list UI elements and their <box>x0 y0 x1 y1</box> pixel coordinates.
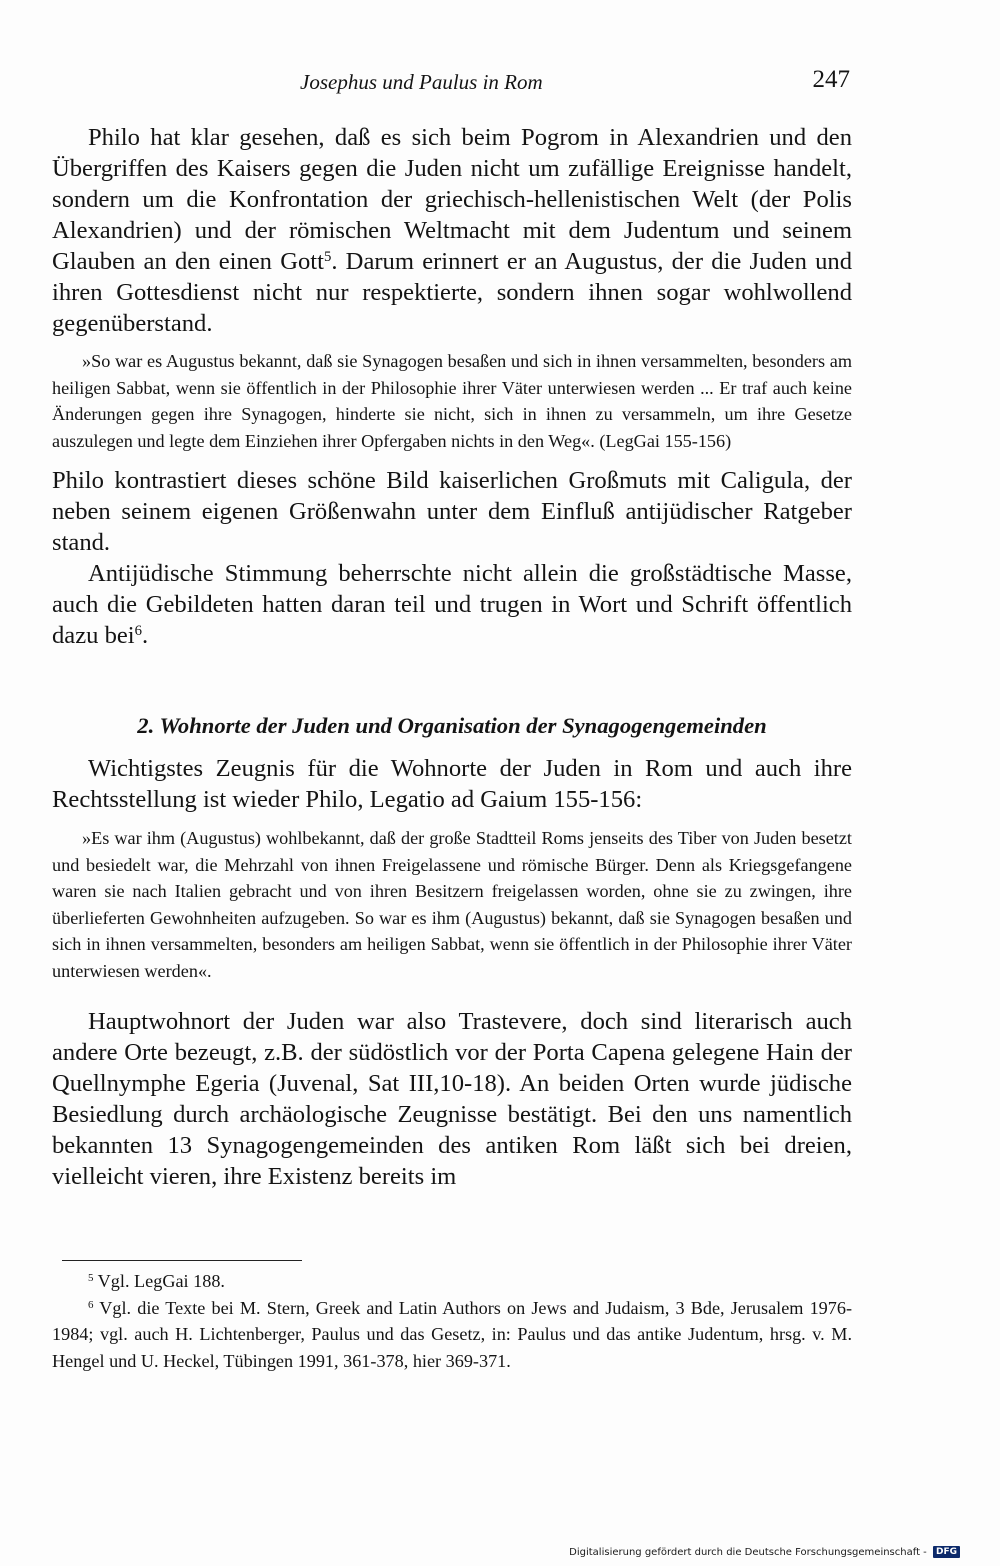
footnote-ref-6: 6 <box>134 622 142 639</box>
footnote-number: 6 <box>88 1298 94 1311</box>
main-text <box>52 122 852 1192</box>
footnote-6 <box>52 1295 852 1375</box>
paragraph-4: Wichtigstes Zeugnis für die Wohnorte der Juden in Rom und auch ihre Rechtsstellung ist wieder Philo, Legatio ad Gaium 155-156: <box>52 755 852 813</box>
paragraph-1-text: Philo hat klar gesehen, daß es sich beim Pogrom in Alexandrien und den Übergriffen des Kaisers gegen die Juden nicht um zufällige Ereignisse handelt, sondern um die Konfrontation der griechisch-hellenistischen Welt (der Polis Alexandrien) und der römischen Weltmacht mit dem Judentum und seinem Glauben an den einen Gott <box>52 124 852 275</box>
digitization-credit <box>380 1546 960 1560</box>
footnote-5 <box>52 1268 852 1295</box>
paragraph-3-text-cont: . <box>142 622 149 649</box>
section-heading: 2. Wohnorte der Juden und Organisation der Synagogengemeinden <box>137 713 767 738</box>
footnote-number: 5 <box>88 1272 94 1284</box>
paragraph-5: Hauptwohnort der Juden war also Trastevere, doch sind literarisch auch andere Orte bezeugt, z.B. der südöstlich vor der Porta Capena gelegene Hain der Quellnymphe Egeria (Juvenal, Sat III,10-18). An beiden Orten wurde jüdische Besiedlung durch archäologische Zeugnisse bestätigt. Bei den uns namentlich bekannten 13 Synagogengemeinden des antiken Rom läßt sich bei dreien, vielleicht vieren, ihre Existenz bereits im <box>52 1008 852 1190</box>
dfg-logo: DFG <box>933 1546 960 1558</box>
block-quote-2: »Es war ihm (Augustus) wohlbekannt, daß der große Stadtteil Roms jenseits des Tiber von Juden besetzt und besiedelt war, die Mehrzahl von ihnen Freigelassene und römische Bürger. Denn als Kriegsgefangene waren sie nach Italien gebracht und von ihren Besitzern freigelassen worden, ohne sie zu zwingen, ihre überlieferten Gewohnheiten aufzugeben. So war es ihm (Augustus) bekannt, daß sie Synagogen besaßen und sich in ihnen versammelten, besonders am heiligen Sabbat, wenn sie öffentlich in der Philosophie ihrer Väter unterwiesen werden«. <box>52 828 852 981</box>
paragraph-3-text: Antijüdische Stimmung beherrschte nicht allein die großstädtische Masse, auch die Gebildeten hatten daran teil und trugen in Wort und Schrift öffentlich dazu bei <box>52 560 852 649</box>
footnote-ref-5: 5 <box>323 248 332 265</box>
paragraph-2: Philo kontrastiert dieses schöne Bild kaiserlichen Großmuts mit Caligula, der neben seinem eigenen Größenwahn unter dem Einfluß antijüdischer Ratgeber stand. <box>52 467 852 556</box>
page-number: 247 <box>812 66 850 93</box>
block-quote-1: »So war es Augustus bekannt, daß sie Synagogen besaßen und sich in ihnen versammelten, besonders am heiligen Sabbat, wenn sie öffentlich in der Philosophie ihrer Väter unterwiesen werden ... Er traf auch keine Änderungen gegen ihre Synagogen, hinderte sie nicht, sich in ihnen zu versammeln, um ihre Gesetze auszulegen und legte dem Einziehen ihrer Opfergaben nichts in den Weg«. (LegGai 155-156) <box>52 351 852 451</box>
digitization-credit-text: Digitalisierung gefördert durch die Deutsche Forschungsgemeinschaft - <box>569 1547 927 1558</box>
footnote-text: Vgl. LegGai 188. <box>97 1271 225 1291</box>
footnote-text: Vgl. die Texte bei M. Stern, Greek and Latin Authors on Jews and Judaism, 3 Bde, Jerusalem 1976-1984; vgl. auch H. Lichtenberger, Paulus und das Gesetz, in: Paulus und das antike Judentum, hrsg. v. M. Hengel und U. Heckel, Tübingen 1991, 361-378, hier 369-371. <box>52 1297 852 1371</box>
running-title: Josephus und Paulus in Rom <box>300 70 543 94</box>
paragraph-1 <box>52 122 852 339</box>
paragraph-3 <box>52 558 852 651</box>
paragraph-1-text-cont: . Darum erinnert er an Augustus, der die Juden und ihren Gottesdienst nicht nur respektierte, sondern ihnen sogar wohlwollend gegenüberstand. <box>52 248 853 337</box>
footnotes <box>52 1268 852 1374</box>
page-header <box>52 66 852 100</box>
footnote-divider <box>62 1260 302 1261</box>
